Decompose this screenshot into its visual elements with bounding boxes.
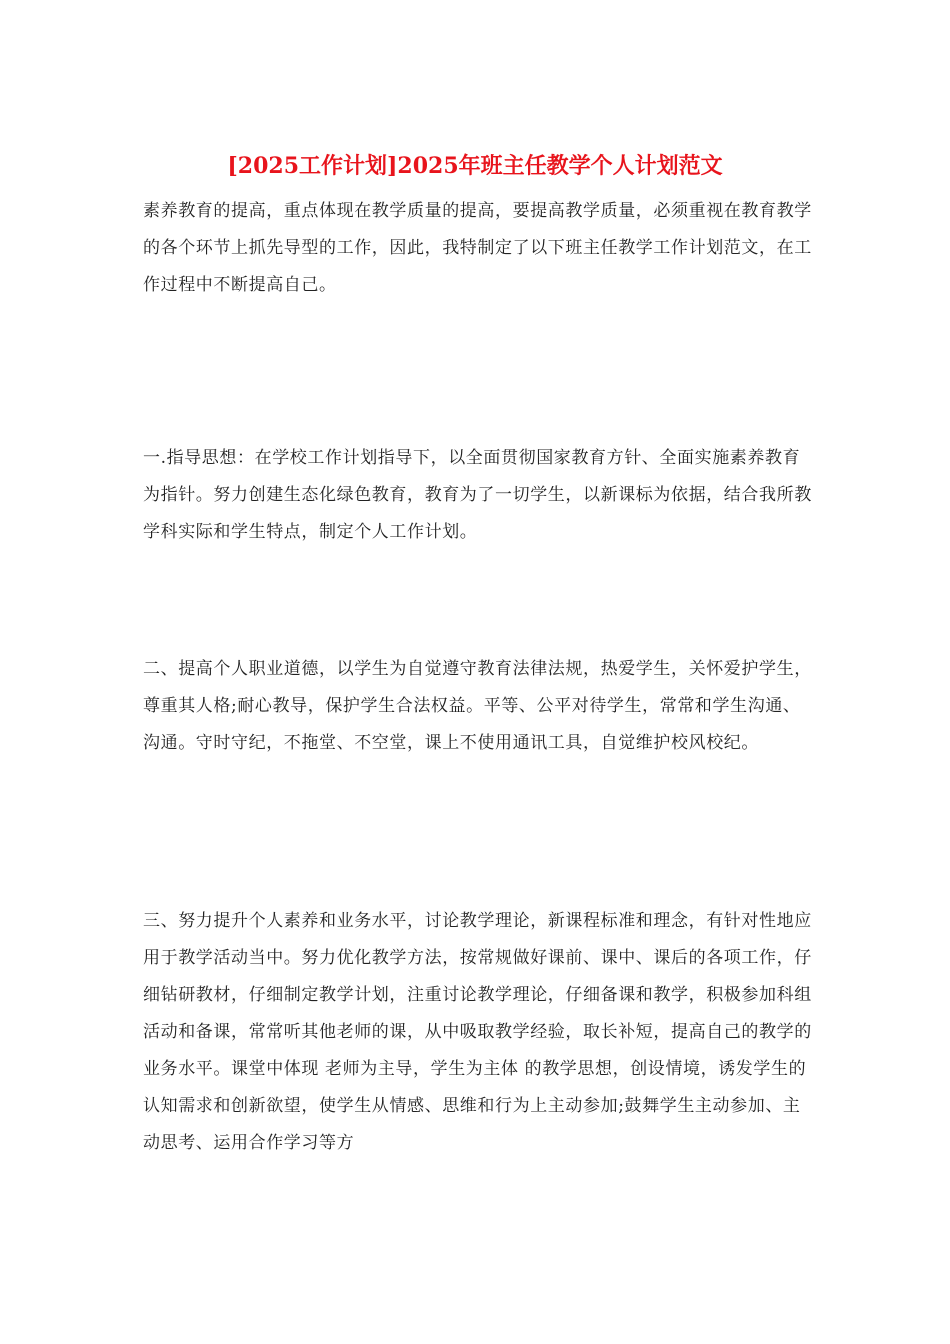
section-three-paragraph: 三、努力提升个人素养和业务水平，讨论教学理论，新课程标准和理念，有针对性地应用于教学活动当中。努力优化教学方法，按常规做好课前、课中、课后的各项工作，仔细钻研教材，仔细制定教学计划，注重讨论教学理论，仔细备课和教学，积极参加科组活动和备课，常常听其他老师的课，从中吸取教学经验，取长补短，提高自己的教学的业务水平。课堂中体现 老师为主导，学生为主体 的教学思想，创设情境，诱发学生的认知需求和创新欲望，使学生从情感、思维和行为上主动参加;鼓舞学生主动参加、主动思考、运用合作学习等方 (143, 911, 812, 1153)
document-title: [2025工作计划]2025年班主任教学个人计划范文 (227, 153, 723, 179)
section-one-paragraph: 一.指导思想：在学校工作计划指导下，以全面贯彻国家教育方针、全面实施素养教育为指针。努力创建生态化绿色教育，教育为了一切学生，以新课标为依据，结合我所教学科实际和学生特点，制定个人工作计划。 (143, 448, 812, 542)
section-two-paragraph: 二、提高个人职业道德，以学生为自觉遵守教育法律法规，热爱学生，关怀爱护学生，尊重其人格;耐心教导，保护学生合法权益。平等、公平对待学生，常常和学生沟通、沟通。守时守纪，不拖堂、不空堂，课上不使用通讯工具，自觉维护校风校纪。 (143, 659, 812, 753)
intro-paragraph: 素养教育的提高，重点体现在教学质量的提高，要提高教学质量，必须重视在教育教学的各个环节上抓先导型的工作，因此，我特制定了以下班主任教学工作计划范文，在工作过程中不断提高自己。 (143, 201, 812, 295)
